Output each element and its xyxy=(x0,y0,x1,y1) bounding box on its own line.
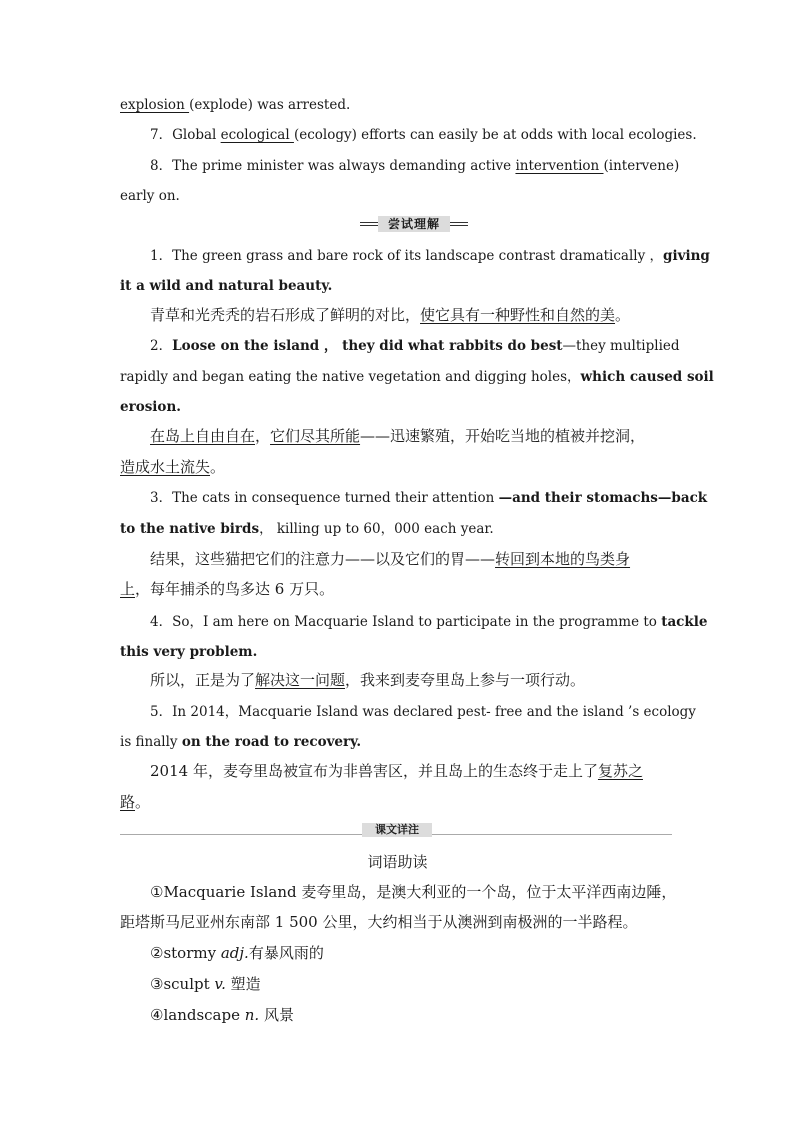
sentence-4-en-cont: this very problem. xyxy=(120,644,258,660)
translation-text: 。 xyxy=(210,458,226,476)
exercise-text: (intervene) xyxy=(603,158,680,174)
exercise-line-8 xyxy=(150,157,705,175)
answer-ecological: ecological xyxy=(220,127,294,143)
translation-underlined: 使它具有一种野性和自然的美 xyxy=(420,306,616,324)
part-of-speech: n. xyxy=(244,1006,260,1024)
translation-text: ——迅速繁殖，开始吃当地的植被并挖洞， xyxy=(360,427,646,445)
answer-intervention: intervention xyxy=(515,158,604,174)
sentence-1-en-cont: it a wild and natural beauty. xyxy=(120,278,333,294)
exercise-line-8-cont: early on. xyxy=(120,188,180,204)
item-number: 3． xyxy=(150,490,173,506)
note-1-cont: 距塔斯马尼亚州东南部 1 500 公里，大约相当于从澳洲到南极洲的一半路程。 xyxy=(120,913,638,931)
note-word: ③sculpt xyxy=(150,975,215,993)
sentence-1-en xyxy=(150,247,710,265)
sentence-5-en xyxy=(150,703,705,721)
translation-text: 青草和光秃秃的岩石形成了鲜明的对比， xyxy=(150,306,421,324)
translation-text: 结果，这些猫把它们的注意力——以及它们的胃—— xyxy=(150,550,496,568)
sentence-text: In 2014，Macquarie Island was declared pest- free and the island ’s ecology xyxy=(172,704,696,720)
exercise-line-7 xyxy=(150,126,705,144)
exercise-text: The prime minister was always demanding active xyxy=(172,158,516,174)
badge-label: 尝试理解 xyxy=(378,216,450,232)
section-badge-try-understand xyxy=(360,216,468,232)
sentence-2-en xyxy=(150,337,705,355)
item-number: 4． xyxy=(150,614,173,630)
sentence-1-zh xyxy=(150,306,705,324)
translation-text: ，我来到麦夸里岛上参与一项行动。 xyxy=(345,671,586,689)
sentence-3-zh-cont xyxy=(120,580,675,598)
sentence-text: rapidly and began eating the native vegetation and digging holes， xyxy=(120,369,581,385)
sentence-4-zh xyxy=(150,671,705,689)
sentence-bold: to the native birds xyxy=(120,521,260,537)
translation-text: 所以，正是为了 xyxy=(150,671,256,689)
translation-underlined: 复苏之 xyxy=(597,762,643,780)
sentence-bold: —and their stomachs—back xyxy=(498,490,708,506)
item-number: 7． xyxy=(150,127,173,143)
sentence-3-en xyxy=(150,489,708,507)
note-definition: 塑造 xyxy=(230,975,261,993)
sentence-2-en-cont xyxy=(120,368,714,386)
translation-text: ，每年捕杀的鸟多达 6 万只。 xyxy=(135,580,335,598)
sentence-bold: which caused soil xyxy=(580,369,714,385)
translation-text: ， xyxy=(255,427,271,445)
item-number: 5． xyxy=(150,704,173,720)
note-definition: 风景 xyxy=(263,1006,294,1024)
sentence-3-zh xyxy=(150,550,705,568)
note-4 xyxy=(150,1006,705,1024)
sentence-2-zh xyxy=(150,427,705,445)
sentence-bold: giving xyxy=(663,248,710,264)
sentence-bold: tackle xyxy=(661,614,708,630)
sentence-4-en xyxy=(150,613,708,631)
sentence-text: The cats in consequence turned their attention xyxy=(172,490,499,506)
sentence-5-zh xyxy=(150,762,705,780)
sentence-bold: on the road to recovery. xyxy=(181,734,362,750)
note-3 xyxy=(150,975,705,993)
translation-underlined: 路 xyxy=(120,793,136,811)
translation-underlined: 解决这一问题 xyxy=(255,671,346,689)
sentence-5-zh-cont xyxy=(120,793,675,811)
note-word: ②stormy xyxy=(150,944,221,962)
section-label-text-notes: 课文详注 xyxy=(362,823,432,837)
translation-underlined: 转回到本地的鸟类身 xyxy=(495,550,631,568)
exercise-text: (explode) was arrested. xyxy=(189,97,351,113)
sentence-text: ， killing up to 60，000 each year. xyxy=(259,521,494,537)
exercise-line-6 xyxy=(120,96,675,114)
item-number: 8． xyxy=(150,158,173,174)
translation-text: 。 xyxy=(135,793,151,811)
sentence-text: is finally xyxy=(120,734,182,750)
translation-underlined: 它们尽其所能 xyxy=(270,427,361,445)
sentence-text: So，I am here on Macquarie Island to participate in the programme to xyxy=(172,614,662,630)
item-number: 2． xyxy=(150,338,173,354)
translation-text: 。 xyxy=(615,306,631,324)
sentence-5-en-cont xyxy=(120,733,675,751)
item-number: 1． xyxy=(150,248,173,264)
sentence-text: —they multiplied xyxy=(562,338,680,354)
translation-underlined: 上 xyxy=(120,580,136,598)
translation-underlined: 造成水土流失 xyxy=(120,458,211,476)
badge-bar-right xyxy=(450,222,468,226)
badge-bar-left xyxy=(360,222,378,226)
note-definition: 有暴风雨的 xyxy=(248,944,324,962)
exercise-text: Global xyxy=(172,127,221,143)
notes-subtitle: 词语助读 xyxy=(367,853,428,871)
part-of-speech: v. xyxy=(214,975,226,993)
sentence-text: The green grass and bare rock of its landscape contrast dramatically ， xyxy=(172,248,664,264)
sentence-2-zh-cont xyxy=(120,458,675,476)
answer-explosion: explosion xyxy=(120,97,190,113)
sentence-bold: Loose on the island ， they did what rabbits do best xyxy=(172,338,563,354)
sentence-2-en-cont2: erosion. xyxy=(120,399,181,415)
translation-text: 2014 年，麦夸里岛被宣布为非兽害区，并且岛上的生态终于走上了 xyxy=(150,762,598,780)
note-2 xyxy=(150,944,705,962)
translation-underlined: 在岛上自由自在 xyxy=(150,427,256,445)
part-of-speech: adj. xyxy=(220,944,249,962)
note-word: ④landscape xyxy=(150,1006,245,1024)
note-1: ①Macquarie Island 麦夸里岛，是澳大利亚的一个岛，位于太平洋西南边陲， xyxy=(150,883,677,901)
sentence-3-en-cont xyxy=(120,520,675,538)
exercise-text: (ecology) efforts can easily be at odds with local ecologies. xyxy=(293,127,697,143)
